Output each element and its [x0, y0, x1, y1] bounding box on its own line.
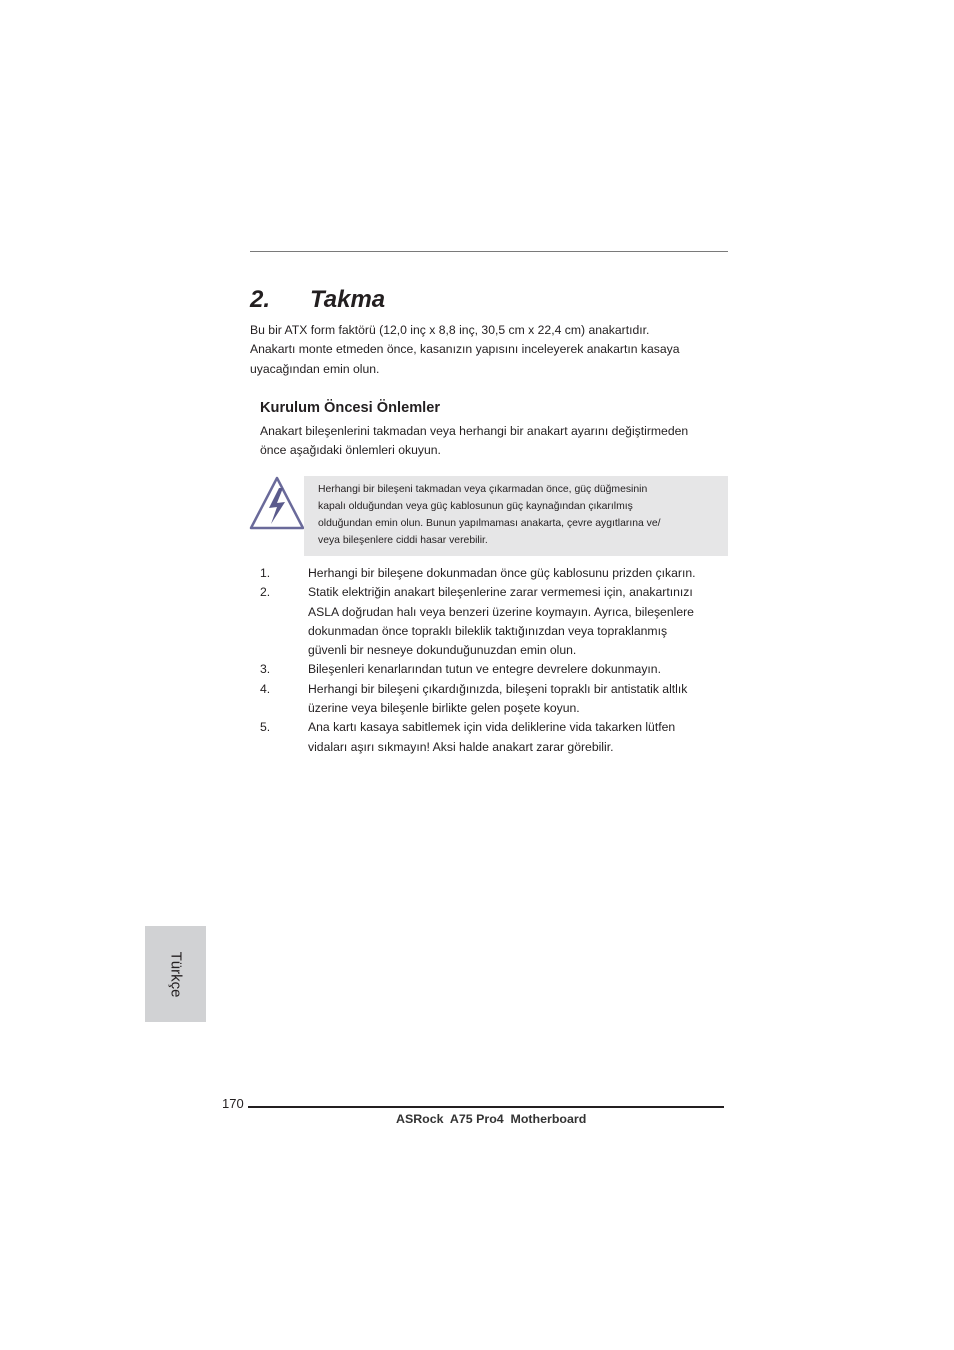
footer-product-name: ASRock A75 Pro4 Motherboard	[396, 1112, 587, 1126]
precautions-heading: Kurulum Öncesi Önlemler	[260, 400, 441, 416]
step-line: vidaları aşırı sıkmayın! Aksi halde anakart zarar görebilir.	[308, 739, 614, 754]
step-line: Statik elektriğin anakart bileşenlerine zarar vermemesi için, anakartınızı	[308, 585, 693, 600]
step-number: 3.	[260, 662, 271, 677]
list-item	[260, 718, 730, 757]
precautions-line: Anakart bileşenlerini takmadan veya herhangi bir anakart ayarını değiştirmeden	[260, 424, 689, 438]
language-tab	[145, 926, 206, 1022]
list-item	[260, 564, 730, 583]
step-number: 5.	[260, 720, 271, 735]
step-line: Ana kartı kasaya sabitlemek için vida deliklerine vida takarken lütfen	[308, 720, 676, 735]
top-divider	[250, 251, 728, 252]
precautions-line: önce aşağıdaki önlemleri okuyun.	[260, 443, 441, 458]
step-line: dokunmadan önce topraklı bileklik taktığınızdan veya topraklanmış	[308, 623, 668, 638]
footer-divider	[248, 1106, 724, 1108]
intro-paragraph	[250, 321, 728, 379]
step-number: 2.	[260, 585, 271, 600]
section-heading	[250, 286, 385, 314]
list-item	[260, 583, 730, 660]
step-line: güvenli bir nesneye dokunduğunuzdan emin olun.	[308, 643, 577, 658]
intro-line: uyacağından emin olun.	[250, 361, 380, 376]
step-number: 4.	[260, 681, 271, 696]
list-item	[260, 660, 730, 679]
precaution-steps-list	[260, 564, 730, 757]
section-number: 2.	[250, 286, 271, 313]
step-line: ASLA doğrudan halı veya benzeri üzerine koymayın. Ayrıca, bileşenlere	[308, 604, 694, 619]
language-tab-label: Türkçe	[167, 951, 184, 997]
page-number: 170	[222, 1096, 244, 1111]
list-item	[260, 680, 730, 719]
step-line: Herhangi bir bileşeni çıkardığınızda, bileşeni topraklı bir antistatik altlık	[308, 681, 688, 696]
section-title: Takma	[310, 286, 386, 313]
intro-line: Bu bir ATX form faktörü (12,0 inç x 8,8 inç, 30,5 cm x 22,4 cm) anakartıdır.	[250, 323, 650, 337]
step-line: üzerine veya bileşenle birlikte gelen poşete koyun.	[308, 701, 580, 716]
warning-text	[318, 481, 661, 549]
intro-line: Anakartı monte etmeden önce, kasanızın yapısını inceleyerek anakartın kasaya	[250, 342, 680, 357]
warning-line: olduğundan emin olun. Bunun yapılmaması anakarta, çevre aygıtlarına ve/	[318, 518, 661, 529]
precautions-text	[260, 422, 688, 461]
warning-line: kapalı olduğundan veya güç kablosunun güç kaynağından çıkarılmış	[318, 501, 633, 512]
warning-line: Herhangi bir bileşeni takmadan veya çıkarmadan önce, güç düğmesinin	[318, 484, 648, 495]
warning-line: veya bileşenlere ciddi hasar verebilir.	[318, 535, 488, 546]
step-number: 1.	[260, 566, 271, 580]
step-line: Herhangi bir bileşene dokunmadan önce güç kablosunu prizden çıkarın.	[308, 566, 696, 580]
high-voltage-warning-icon	[249, 476, 305, 530]
step-line: Bileşenleri kenarlarından tutun ve entegre devrelere dokunmayın.	[308, 662, 661, 677]
